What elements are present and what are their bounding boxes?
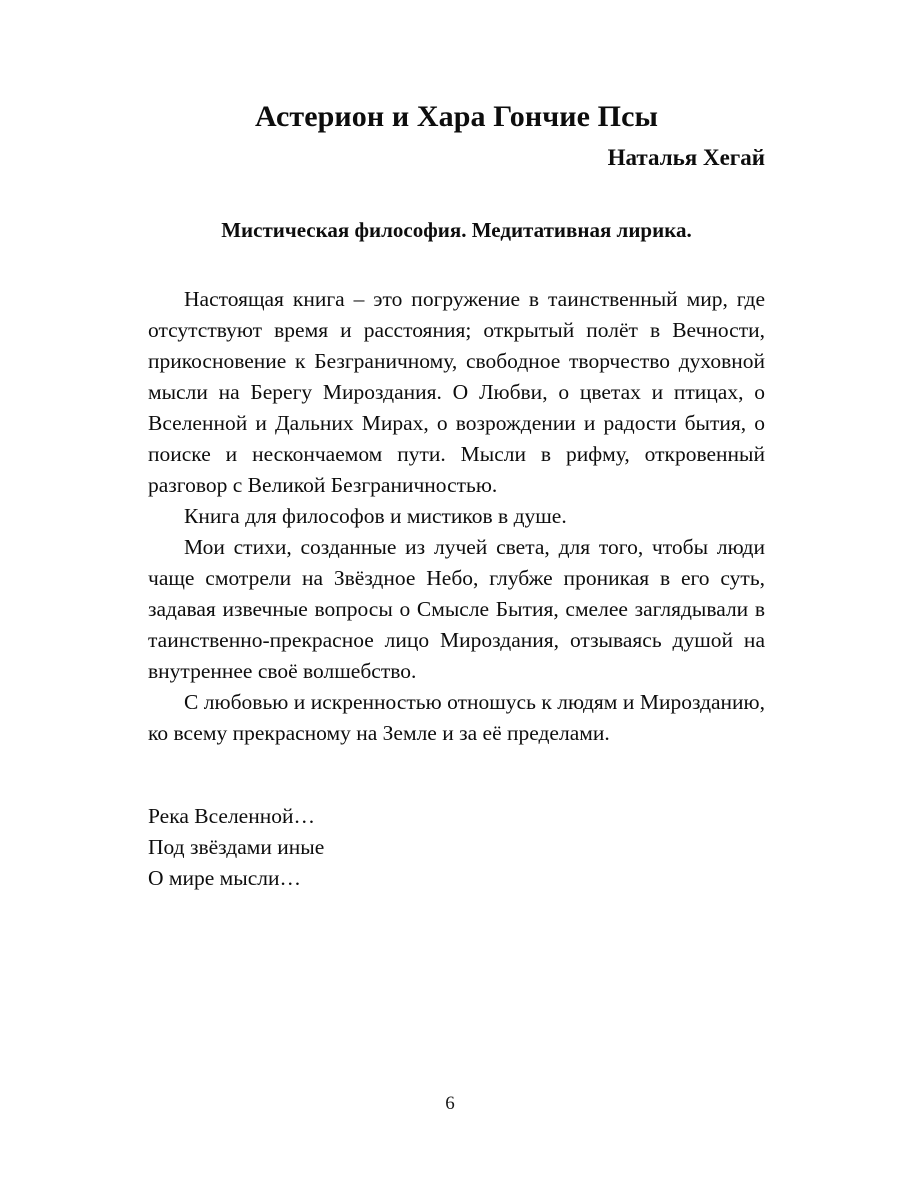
verse-line: Под звёздами иные	[148, 835, 325, 859]
body-paragraph: Настоящая книга – это погружение в таинственный мир, где отсутствуют время и расстояния; открытый полёт в Вечности, прикосновение к Безграничному, свободное творчество духовной мысли на Берегу Мироздания. О Любви, о цветах и птицах, о Вселенной и Дальних Мирах, о возрождении и радости бытия, о поиске и нескончаемом пути. Мысли в рифму, откровенный разговор с Великой Безграничностью.	[148, 287, 765, 497]
body-paragraph: С любовью и искренностью отношусь к людям и Мирозданию, ко всему прекрасному на Земле и за её пределами.	[148, 690, 765, 745]
verse-block	[148, 801, 765, 894]
body-paragraph: Мои стихи, созданные из лучей света, для того, чтобы люди чаще смотрели на Звёздное Небо, глубже проникая в его суть, задавая извечные вопросы о Смысле Бытия, смелее заглядывали в таинственно-прекрасное лицо Мироздания, отзываясь душой на внутреннее своё волшебство.	[148, 535, 765, 683]
verse-line: О мире мысли…	[148, 866, 302, 890]
book-title: Астерион и Хара Гончие Псы	[254, 100, 659, 133]
body-text	[148, 284, 765, 749]
verse-line: Река Вселенной…	[148, 804, 315, 828]
page-content	[148, 0, 765, 894]
title-block	[148, 0, 765, 173]
book-subtitle: Мистическая философия. Медитативная лирика.	[221, 218, 692, 242]
page-number: 6	[445, 1093, 455, 1114]
body-paragraph: Книга для философов и мистиков в душе.	[184, 504, 567, 528]
book-author: Наталья Хегай	[607, 145, 765, 170]
